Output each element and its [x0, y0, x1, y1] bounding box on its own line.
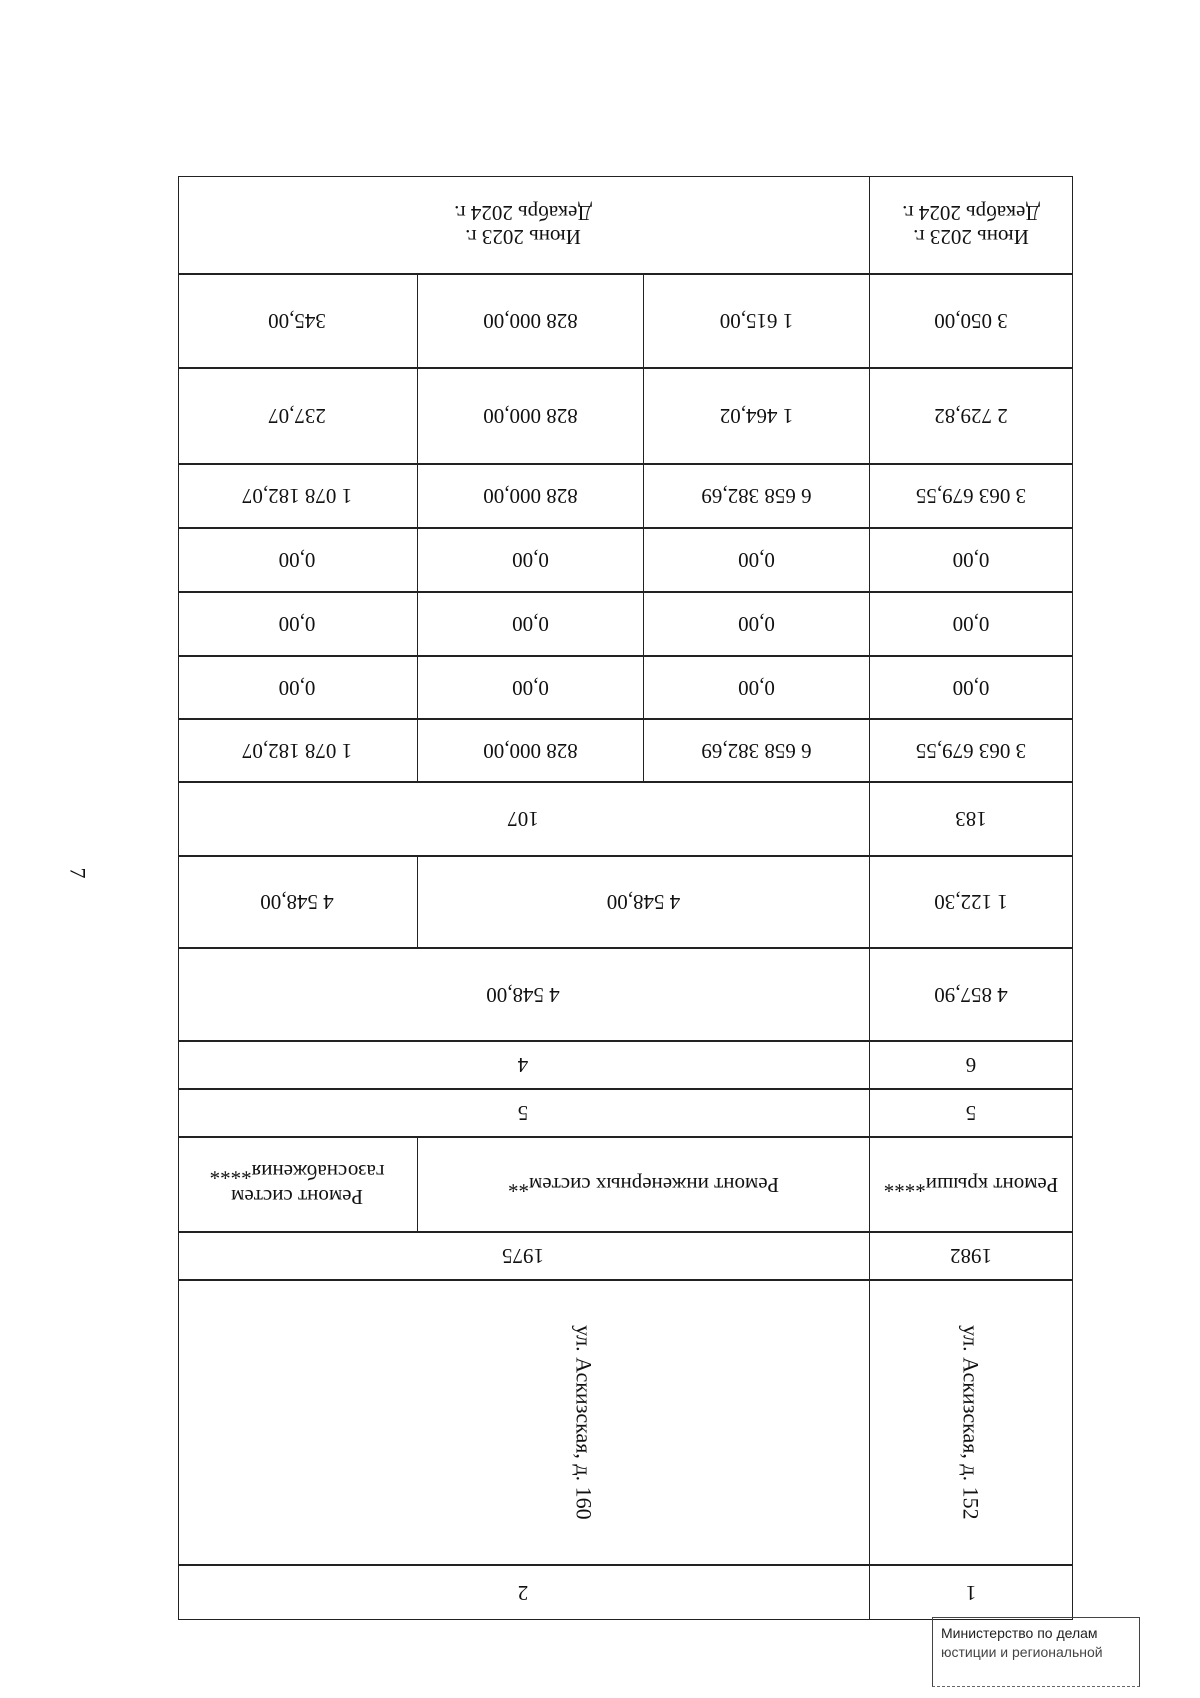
cell-r1-num: 1: [869, 1566, 1072, 1619]
cell-r1-work-type: Ремонт крыши****: [869, 1138, 1072, 1231]
cell-r2-year: 1975: [502, 1244, 544, 1269]
band-row-number: [178, 1565, 1073, 1620]
cell-r1-max: 3 050,00: [869, 275, 1072, 367]
band-zero-2: [178, 592, 1073, 656]
cell-r2-sum-a: 6 658 382,69: [643, 465, 869, 527]
stamp-line-2: юстиции и региональной: [941, 1643, 1103, 1660]
cell-r2-max-b: 828 000,00: [417, 275, 643, 367]
cell-r2-max-a: 1 615,00: [643, 275, 869, 367]
cell-r2-max-c: 345,00: [268, 309, 326, 334]
band-period: [178, 176, 1073, 274]
cell-r2-zero-b1: 0,00: [643, 593, 869, 655]
cell-r2-total-b: 828 000,00: [417, 720, 643, 781]
cell-r2-num: 2: [517, 1580, 529, 1605]
cell-r1-cost-unit-2: 1 122,30: [869, 857, 1072, 947]
cell-r2-spec-a: 1 464,02: [643, 369, 869, 463]
cell-r2-area: 107: [507, 807, 539, 832]
page-number: 7: [65, 867, 91, 879]
band-work-type: [178, 1137, 1073, 1232]
cell-r2-zero-c2: 0,00: [417, 529, 643, 591]
cell-r1-zero-b: 0,00: [869, 593, 1072, 655]
cell-r2-work-type-a: Ремонт инженерных систем**: [417, 1138, 869, 1231]
cell-r2-work-type-b: Ремонт систем газоснабжения****: [209, 1160, 385, 1209]
cell-r2-spec-c: 237,07: [268, 404, 326, 429]
cell-r1-zero-a: 0,00: [869, 657, 1072, 718]
band-sum: [178, 464, 1073, 528]
cell-r2-zero-b3: 0,00: [278, 612, 316, 637]
cell-r2-period: Июнь 2023 г. Декабрь 2024 г.: [454, 201, 592, 250]
cell-r2-cost-unit-2b: 4 548,00: [260, 890, 334, 915]
ministry-stamp: [932, 1617, 1140, 1687]
band-col5: [178, 1089, 1073, 1137]
cell-r1-col6: 6: [869, 1042, 1072, 1088]
band-cost-unit-2: [178, 856, 1073, 948]
cell-r2-total-a: 6 658 382,69: [643, 720, 869, 781]
cell-r1-zero-c: 0,00: [869, 529, 1072, 591]
cell-r1-total: 3 063 679,55: [869, 720, 1072, 781]
band-specific-cost: [178, 368, 1073, 464]
cell-r1-address: [869, 1281, 1072, 1564]
band-total: [178, 719, 1073, 782]
cell-r1-area: 183: [869, 783, 1072, 855]
cell-r2-zero-c3: 0,00: [278, 548, 316, 573]
cell-r2-zero-a2: 0,00: [417, 657, 643, 718]
cell-r2-total-c: 1 078 182,07: [241, 738, 353, 763]
cell-r1-cost-unit-1: 4 857,90: [869, 949, 1072, 1040]
address-r2: ул. Аскизская, д. 160: [571, 1325, 597, 1520]
band-zero-1: [178, 656, 1073, 719]
cell-r2-cost-unit-2a: 4 548,00: [417, 857, 869, 947]
cell-r2-col6: 4: [517, 1053, 529, 1078]
cell-r2-spec-b: 828 000,00: [417, 369, 643, 463]
stamp-line-1: Министерство по делам: [941, 1625, 1098, 1641]
cell-r2-zero-a3: 0,00: [278, 675, 316, 700]
cell-r1-sum: 3 063 679,55: [869, 465, 1072, 527]
band-col6: [178, 1041, 1073, 1089]
band-max-cost: [178, 274, 1073, 368]
cell-r2-sum-c: 1 078 182,07: [241, 484, 353, 509]
band-cost-unit-1: [178, 948, 1073, 1041]
cell-r2-cost-unit-1: 4 548,00: [486, 982, 560, 1007]
cell-r2-sum-b: 828 000,00: [417, 465, 643, 527]
cell-r2-col5: 5: [517, 1101, 529, 1126]
band-zero-3: [178, 528, 1073, 592]
cell-r2-zero-b2: 0,00: [417, 593, 643, 655]
cell-r2-address: [177, 1281, 869, 1564]
band-address: [178, 1280, 1073, 1565]
cell-r1-specific: 2 729,82: [869, 369, 1072, 463]
address-r1: ул. Аскизская, д. 152: [958, 1325, 984, 1520]
cell-r1-col5: 5: [869, 1090, 1072, 1136]
cell-r2-zero-a1: 0,00: [643, 657, 869, 718]
band-area: [178, 782, 1073, 856]
cell-r1-period: Июнь 2023 г. Декабрь 2024 г.: [869, 177, 1072, 273]
cell-r2-zero-c1: 0,00: [643, 529, 869, 591]
repair-schedule-table: [178, 142, 1073, 1620]
cell-r1-year: 1982: [869, 1233, 1072, 1279]
band-year: [178, 1232, 1073, 1280]
